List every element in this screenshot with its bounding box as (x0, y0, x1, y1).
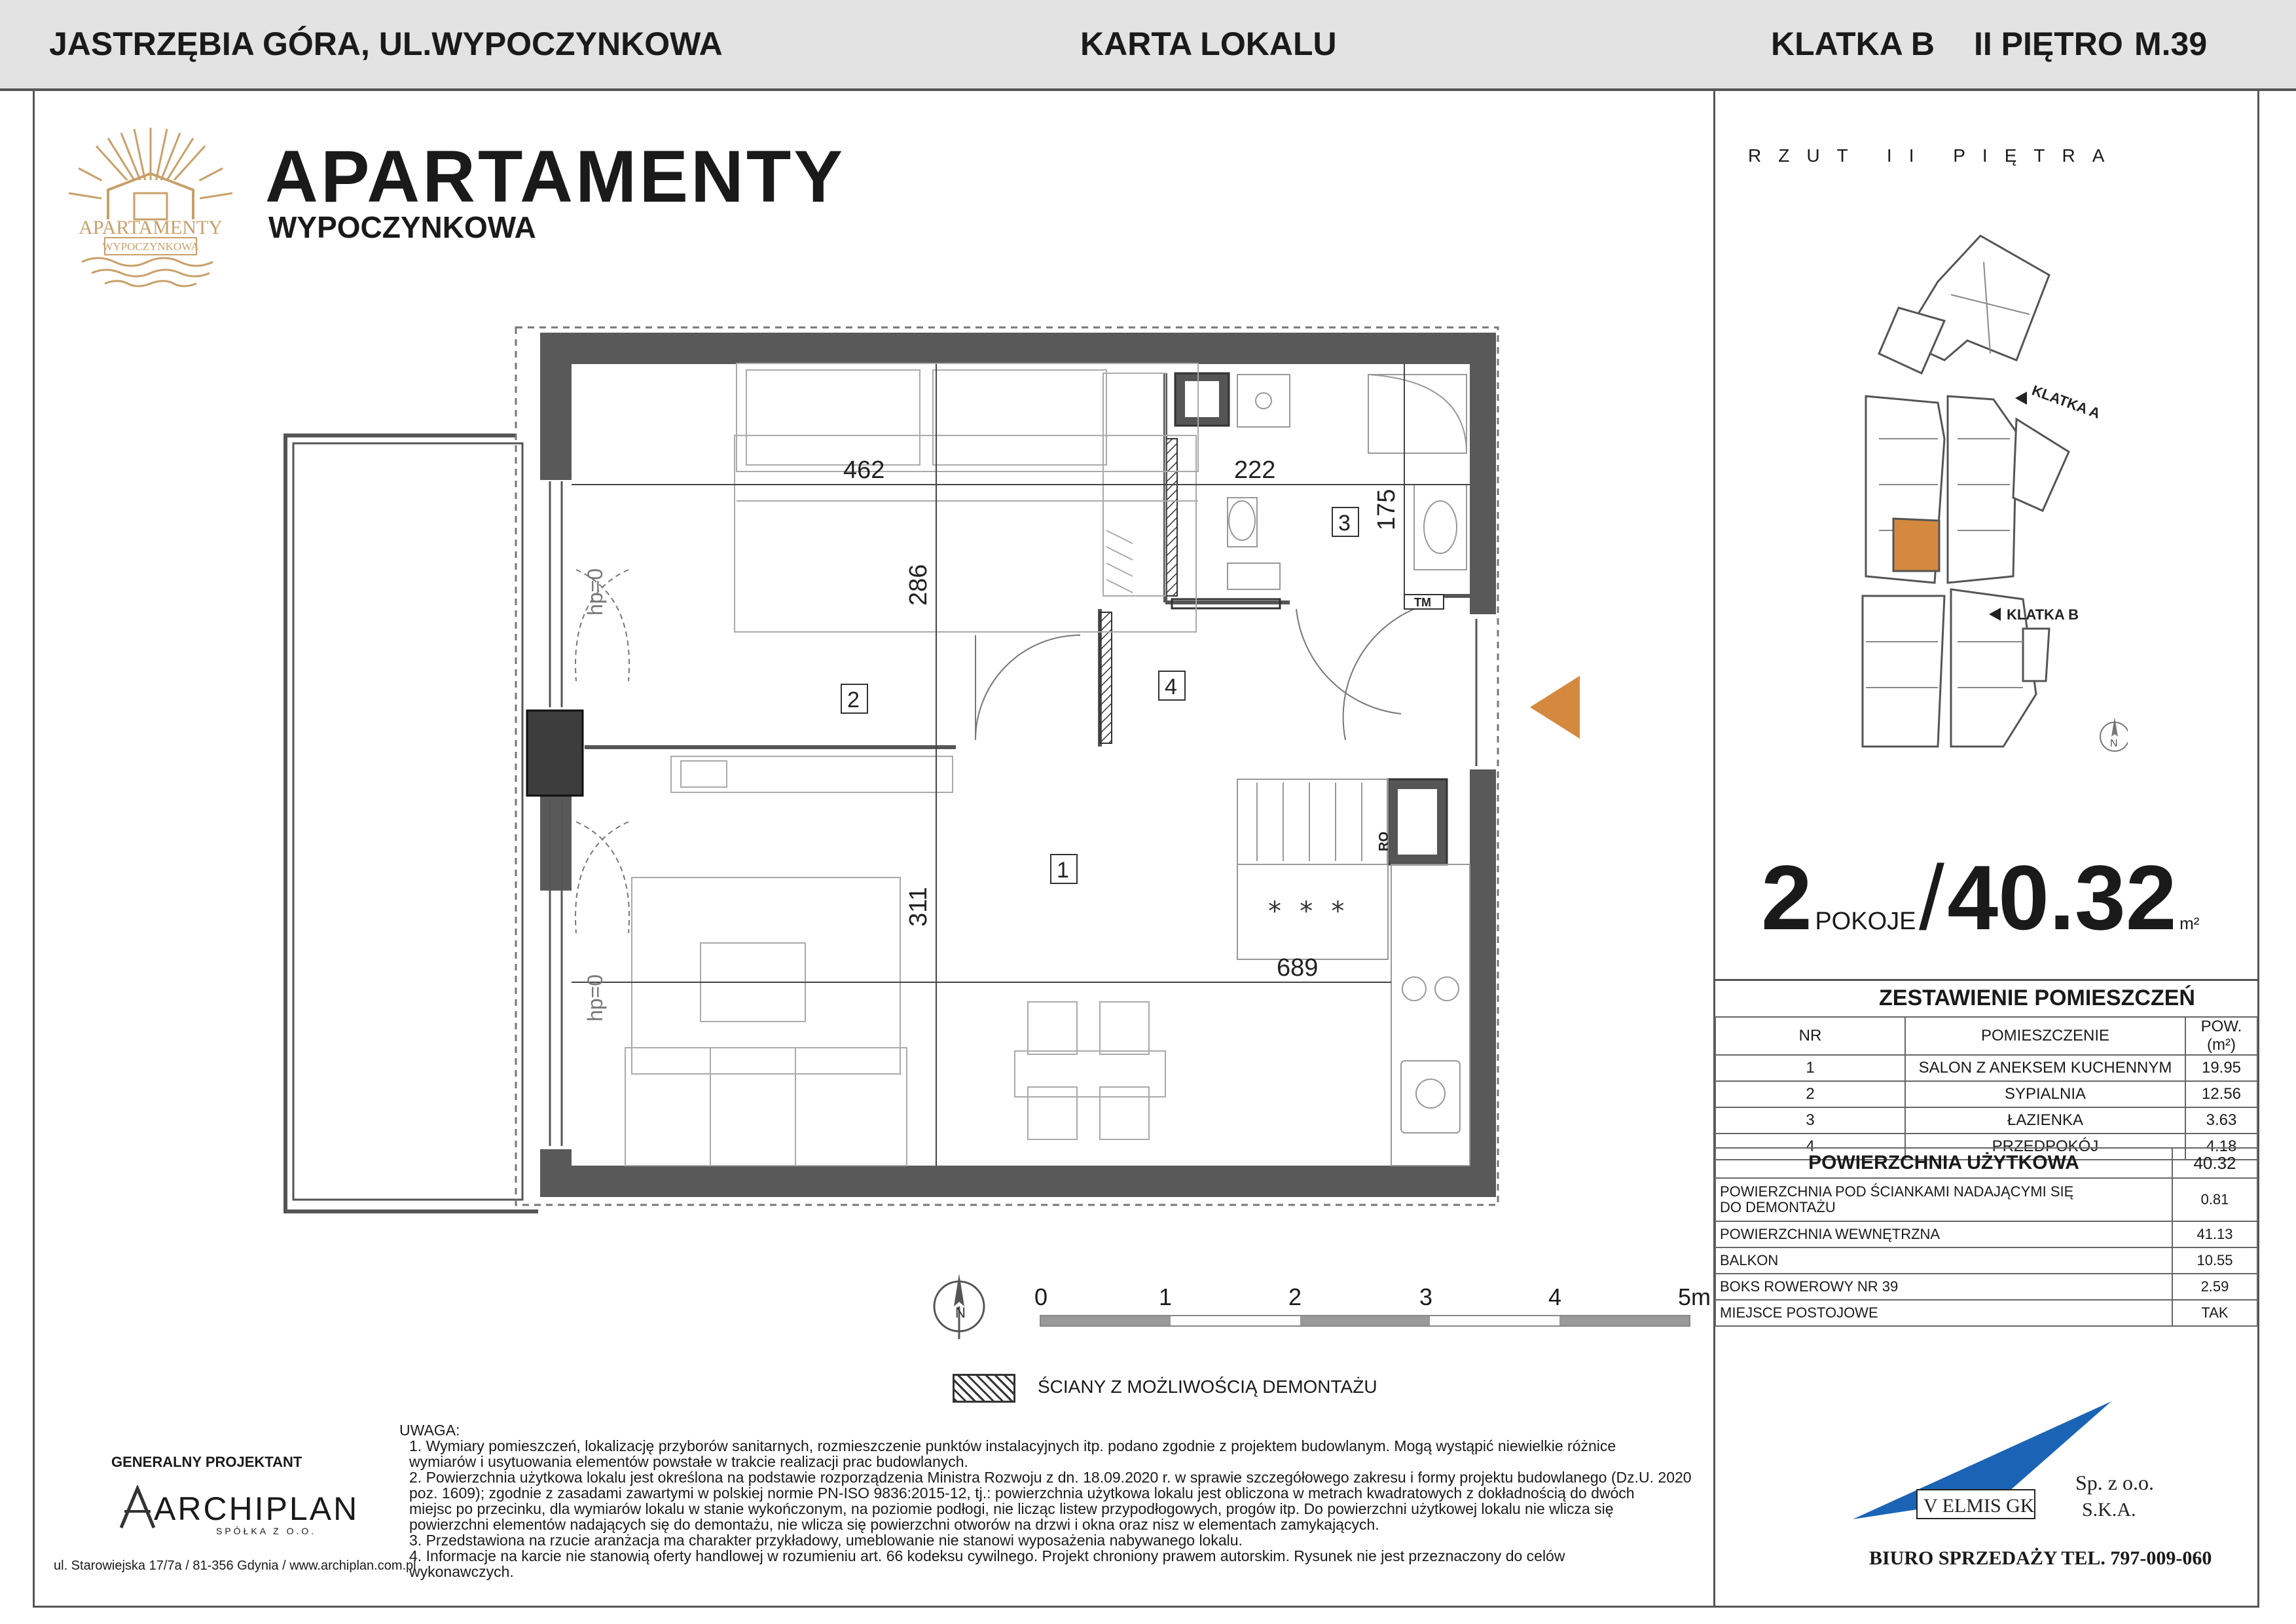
table-row (1715, 1081, 2257, 1107)
svg-text:* * *: * * * (1267, 896, 1346, 927)
table-row (1715, 1107, 2257, 1134)
col-room: POMIESZCZENIE (1905, 1017, 2185, 1055)
usable-area-label: POWIERZCHNIA UŻYTKOWA (1715, 1148, 2172, 1178)
scale-tick-0: 0 (1034, 1283, 1048, 1310)
header-bar (0, 0, 2296, 91)
sales-office-phone: BIURO SPRZEDAŻY TEL. 797-009-060 (1869, 1547, 2212, 1569)
dim-462: 462 (843, 456, 885, 484)
demolition-wall-bath (1165, 439, 1177, 596)
row-4-area: 4.18 (2185, 1134, 2257, 1160)
usable-area-row (1715, 1148, 2257, 1178)
scale-tick-5: 5m (1678, 1283, 1711, 1310)
demolition-legend-swatch (953, 1374, 1015, 1403)
note-line-8: 4. Informacje na karcie nie stanowią oferty handlowej w rozumieniu art. 66 kodeksu cywilnego. Projekt chroniony prawem autorskim. Rysunek nie jest przeznaczony do celów (409, 1547, 1565, 1564)
extra-3-value: 10.55 (2172, 1247, 2257, 1274)
extra-areas-table (1715, 1147, 2258, 1327)
bed (735, 363, 1198, 632)
floor-plan (262, 321, 1532, 1225)
designer-address: ul. Starowiejska 17/7a / 81-356 Gdynia / www.archiplan.com.pl (54, 1559, 416, 1573)
extra-5-label: MIEJSCE POSTOJOWE (1715, 1300, 2172, 1326)
designer-label: GENERALNY PROJEKTANT (111, 1454, 302, 1470)
rooms-table-title: ZESTAWIENIE POMIESZCZEŃ (1879, 986, 2195, 1010)
header-stair: KLATKA B (1771, 26, 1935, 62)
row-1-nr: 1 (1715, 1055, 1905, 1081)
room-number-2: 2 (847, 688, 860, 712)
row-1-area: 19.95 (2185, 1055, 2257, 1081)
header-floor: II PIĘTRO (1974, 26, 2123, 62)
row-4-nr: 4 (1715, 1134, 1905, 1160)
table-row (1715, 1178, 2257, 1221)
note-line-3: 2. Powierzchnia użytkowa lokalu jest określona na podstawie rozporządzenia Ministra Rozwoju z dn. 18.09.2020 r. w sprawie szczegółowego zakresu i formy projektu budowlanego (Dz.U. 2020 (409, 1469, 1692, 1486)
dim-222: 222 (1234, 456, 1276, 484)
keyplan (1853, 223, 2128, 766)
row-3-area: 3.63 (2185, 1107, 2257, 1134)
brand-logo (56, 121, 246, 291)
designer-name: ARCHIPLAN (154, 1490, 359, 1527)
scale-tick-3: 3 (1419, 1283, 1433, 1310)
table-row (1715, 1274, 2257, 1300)
scale-bar (1034, 1283, 1709, 1336)
header-unit: M.39 (2134, 26, 2208, 62)
entrance-arrow-icon (1529, 674, 1581, 740)
label-hp0-living: hp=0 (583, 974, 607, 1022)
usable-area-value: 40.32 (2172, 1148, 2257, 1178)
keyplan-unit-highlight (1893, 519, 1939, 571)
seller-sp: Sp. z o.o. (2075, 1471, 2154, 1494)
summary-slash: / (1918, 846, 1944, 949)
table-row (1715, 1221, 2257, 1247)
row-2-nr: 2 (1715, 1081, 1905, 1107)
extra-1-value: 0.81 (2172, 1178, 2257, 1221)
row-2-name: SYPIALNIA (1905, 1081, 2185, 1107)
balcony (293, 443, 522, 1200)
seller-ska: S.K.A. (2082, 1499, 2136, 1521)
living-furniture (625, 756, 1165, 1166)
keyplan-stair-b: KLATKA B (2007, 606, 2079, 623)
scale-tick-4: 4 (1548, 1283, 1562, 1310)
dim-286: 286 (905, 564, 932, 606)
label-tm: TM (1414, 596, 1431, 609)
room-number-1: 1 (1057, 858, 1069, 883)
frame-left (33, 88, 35, 1608)
room-number-4: 4 (1165, 674, 1177, 699)
row-3-name: ŁAZIENKA (1905, 1107, 2185, 1134)
keyplan-stair-a: KLATKA A (2030, 382, 2103, 422)
scale-tick-2: 2 (1288, 1283, 1302, 1310)
col-nr: NR (1715, 1017, 1905, 1055)
svg-text:N: N (955, 1304, 966, 1321)
col-area: POW. (m²) (2185, 1017, 2257, 1055)
extra-1-label: POWIERZCHNIA POD ŚCIANKAMI NADAJĄCYMI SIĘ DO DEMONTAŻU (1715, 1178, 2172, 1221)
row-2-area: 12.56 (2185, 1081, 2257, 1107)
note-line-5: miejsc po przecinku, dla wymiarów lokalu w stanie wykończonym, na poziomie podłogi, nie licząc listew przypodłogowych, progów itp. Do powierzchni użytkowej lokalu nie wlicza się (409, 1500, 1614, 1517)
note-line-6: powierzchni elementów nadających się do demontażu, nie wlicza się powierzchni otworów na drzwi i okna oraz nisz w elementach zamykających. (409, 1516, 1379, 1533)
seller-name: V ELMIS GK (1923, 1495, 2035, 1517)
row-1-name: SALON Z ANEKSEM KUCHENNYM (1905, 1055, 2185, 1081)
extra-5-value: TAK (2172, 1300, 2257, 1326)
note-line-2: wymiarów i usytuowania elementów powstałe w trakcie realizacji prac budowlanych. (409, 1453, 968, 1470)
header-location: JASTRZĘBIA GÓRA, UL.WYPOCZYNKOWA (49, 26, 723, 62)
extra-2-value: 41.13 (2172, 1221, 2257, 1247)
demolition-legend-label: ŚCIANY Z MOŻLIWOŚCIĄ DEMONTAŻU (1038, 1376, 1377, 1397)
table-row (1715, 1300, 2257, 1326)
brand-subtitle: WYPOCZYNKOWA (268, 210, 536, 244)
rooms-word: POKOJE (1815, 908, 1916, 935)
keyplan-title: RZUT II PIĘTRA (1748, 145, 2122, 166)
scale-tick-1: 1 (1159, 1283, 1173, 1310)
note-line-7: 3. Przedstawiona na rzucie aranżacja ma charakter przykładowy, umeblowanie nie stanowi wyposażenia nabywanego lokalu. (409, 1532, 1243, 1549)
north-arrow-icon (926, 1270, 992, 1342)
header-card-title: KARTA LOKALU (1080, 26, 1337, 62)
row-4-name: PRZEDPOKÓJ (1905, 1134, 2185, 1160)
table-row (1715, 1247, 2257, 1274)
brand-title: APARTAMENTY (265, 136, 846, 217)
area-unit: m² (2179, 913, 2200, 933)
logo-text: APARTAMENTY (79, 217, 223, 238)
note-line-1: 1. Wymiary pomieszczeń, lokalizację przyborów sanitarnych, rozmieszczenie punktów instalacyjnych itp. podano zgodnie z projektem budowlanym. Mogą wystąpić niewielkie różnice (409, 1437, 1616, 1454)
total-area: 40.32 (1947, 846, 2177, 949)
logo-subtext: WYPOCZYNKOWA (102, 240, 199, 253)
walls (527, 333, 1496, 1197)
notes-title: UWAGA: (399, 1422, 460, 1439)
frame-bottom (33, 1606, 2259, 1608)
table-row (1715, 1055, 2257, 1081)
label-hp0-bedroom: hp=0 (583, 568, 607, 616)
rooms-count: 2 (1761, 846, 1812, 949)
room-number-3: 3 (1338, 511, 1351, 536)
dim-311: 311 (905, 887, 932, 927)
extra-4-value: 2.59 (2172, 1274, 2257, 1300)
rooms-table-header (1715, 1017, 2257, 1055)
frame-right (2257, 88, 2259, 1608)
extra-3-label: BALKON (1715, 1247, 2172, 1274)
archiplan-logo-icon (118, 1485, 157, 1531)
label-ro: RO (1377, 832, 1391, 851)
rooms-table (1715, 1016, 2258, 1160)
row-3-nr: 3 (1715, 1107, 1905, 1134)
note-line-9: wykonawczych. (409, 1563, 514, 1580)
seller-logo (1853, 1398, 2167, 1529)
balcony-outline (285, 435, 538, 1211)
extra-2-label: POWIERZCHNIA WEWNĘTRZNA (1715, 1221, 2172, 1247)
frame-divider (1713, 88, 1715, 1608)
area-summary (1761, 845, 2199, 951)
dim-175: 175 (1373, 489, 1400, 530)
keyplan-north: N (2110, 738, 2118, 749)
designer-sub: SPÓŁKA Z O.O. (216, 1526, 317, 1536)
note-line-4: poz. 1609); zgodnie z zasadami zawartymi w polskiej normie PN-ISO 9836:2015-12, tj.: powierzchnia użytkowa lokalu jest obliczona w metrach kwadratowych z dokładnością do dwóch (409, 1485, 1635, 1502)
extra-4-label: BOKS ROWEROWY NR 39 (1715, 1274, 2172, 1300)
dim-689: 689 (1277, 954, 1319, 982)
